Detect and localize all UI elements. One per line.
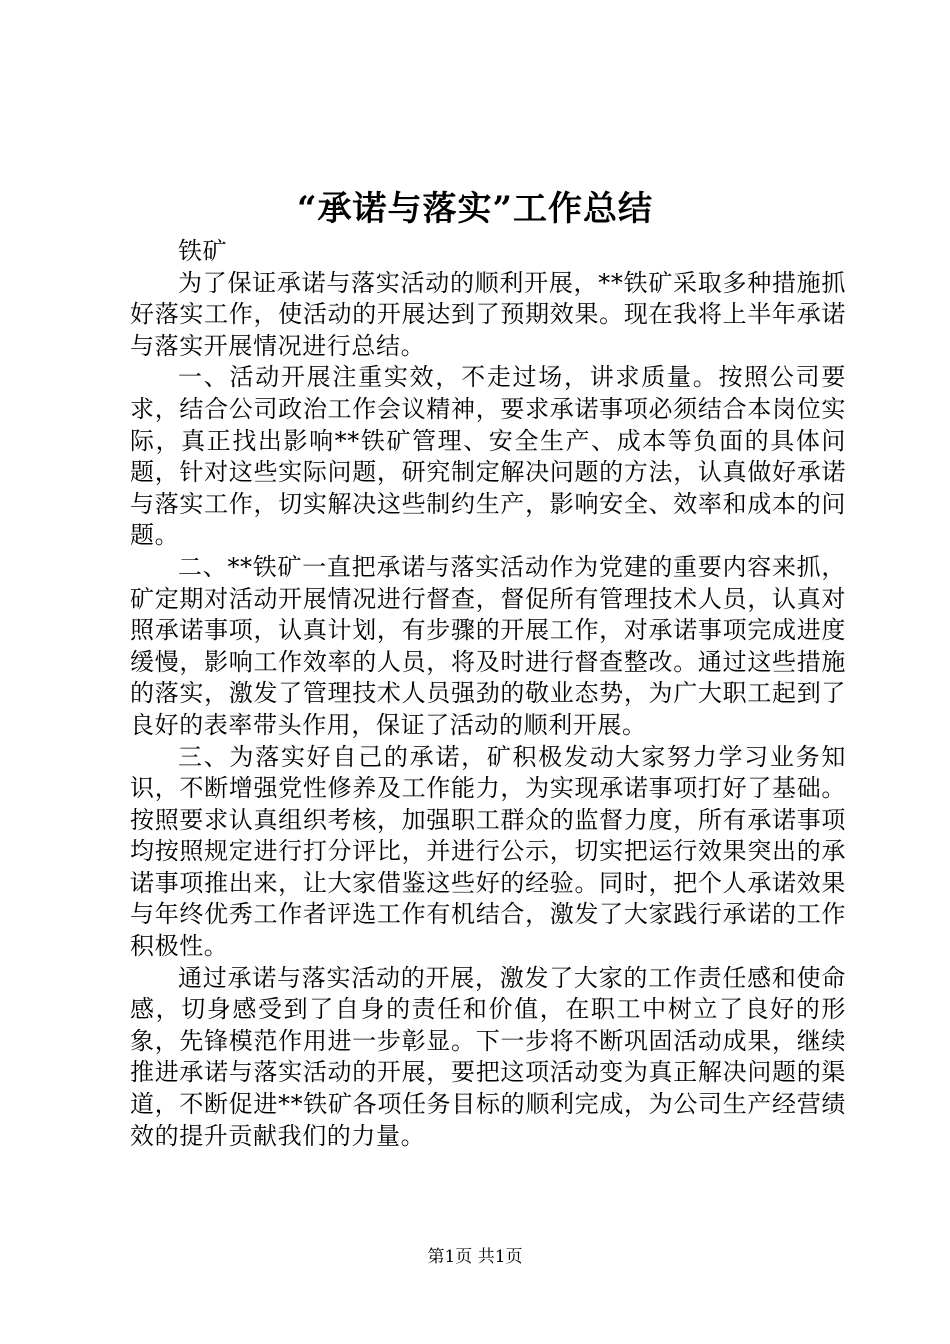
paragraph-intro: 为了保证承诺与落实活动的顺利开展，**铁矿采取多种措施抓好落实工作，使活动的开展达到了预期效果。现在我将上半年承诺与落实开展情况进行总结。 [130,268,846,360]
unit-name: 铁矿 [178,237,228,265]
paragraph-section-2: 二、**铁矿一直把承诺与落实活动作为党建的重要内容来抓，矿定期对活动开展情况进行督查，督促所有管理技术人员，认真对照承诺事项，认真计划，有步骤的开展工作，对承诺事项完成进度缓慢，影响工作效率的人员，将及时进行督查整改。通过这些措施的落实，激发了管理技术人员强劲的敬业态势，为广大职工起到了良好的表率带头作用，保证了活动的顺利开展。 [130,552,846,739]
document-title: “承诺与落实”工作总结 [296,189,654,229]
paragraph-section-3: 三、为落实好自己的承诺，矿积极发动大家努力学习业务知识，不断增强党性修养及工作能力，为实现承诺事项打好了基础。按照要求认真组织考核，加强职工群众的监督力度，所有承诺事项均按照规定进行打分评比，并进行公示，切实把运行效果突出的承诺事项推出来，让大家借鉴这些好的经验。同时，把个人承诺效果与年终优秀工作者评选工作有机结合，激发了大家践行承诺的工作积极性。 [130,742,846,961]
paragraph-conclusion: 通过承诺与落实活动的开展，激发了大家的工作责任感和使命感，切身感受到了自身的责任和价值，在职工中树立了良好的形象，先锋模范作用进一步彰显。下一步将不断巩固活动成果，继续推进承诺与落实活动的开展，要把这项活动变为真正解决问题的渠道，不断促进**铁矿各项任务目标的顺利完成，为公司生产经营绩效的提升贡献我们的力量。 [130,963,846,1150]
document-body [130,236,846,1152]
page-number-footer: 第1页 共1页 [427,1247,523,1267]
paragraph-section-1: 一、活动开展注重实效，不走过场，讲求质量。按照公司要求，结合公司政治工作会议精神，要求承诺事项必须结合本岗位实际，真正找出影响**铁矿管理、安全生产、成本等负面的具体问题，针对这些实际问题，研究制定解决问题的方法，认真做好承诺与落实工作，切实解决这些制约生产，影响安全、效率和成本的问题。 [130,363,846,550]
